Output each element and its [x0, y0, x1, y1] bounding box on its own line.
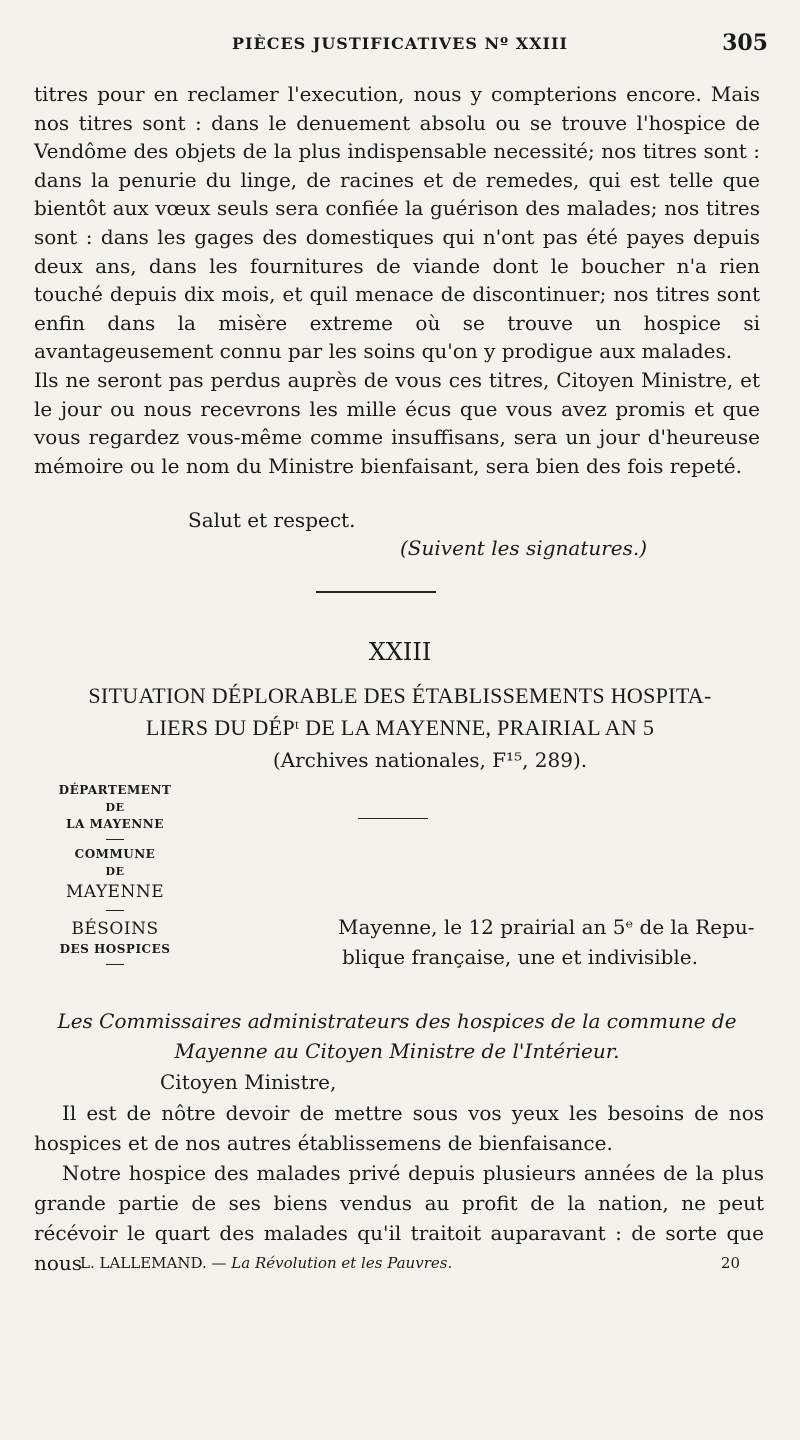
- margin-dash: [106, 910, 124, 911]
- archive-source: (Archives nationales, F¹⁵, 289).: [272, 748, 588, 772]
- footer-book-title: La Révolution et les Pauvres.: [231, 1254, 453, 1272]
- margin-line: BÉSOINS: [71, 919, 159, 939]
- document-title: [10, 680, 790, 744]
- letterhead-margin: [40, 782, 190, 971]
- signature-mark: 20: [720, 1254, 740, 1272]
- body-paragraph: Ils ne seront pas perdus auprès de vous ces titres, Citoyen Ministre, et le jour ou nous recevrons les mille écus que vous avez promis et que vous regardez vous-même comme insuffisans, sera un jour d'heureuse mémoire ou le nom du Ministre bienfaisant, sera bien des fois repeté.: [34, 367, 760, 478]
- addressee-line: Les Commissaires administrateurs des hospices de la commune de: [57, 1009, 737, 1033]
- margin-line: DÉPARTEMENT: [58, 783, 172, 797]
- letter-date: [338, 912, 766, 972]
- date-line: Mayenne, le 12 prairial an 5ᵉ de la Repu-: [338, 915, 755, 939]
- addressee-line: Mayenne au Citoyen Ministre de l'Intérieur.: [174, 1039, 620, 1063]
- section-divider: [316, 591, 436, 593]
- letter-body: [34, 1098, 764, 1278]
- document-number: XXIII: [368, 638, 432, 666]
- document-title-line: LIERS DU DÉPᵗ DE LA MAYENNE, PRAIRIAL AN 5: [145, 715, 655, 740]
- signatures-note: (Suivent les signatures.): [400, 536, 648, 560]
- closing-formula: Salut et respect.: [188, 508, 356, 532]
- page-footer: [80, 1254, 740, 1278]
- letter-addressee: [34, 1006, 760, 1066]
- margin-line: LA MAYENNE: [66, 817, 164, 831]
- letter-paragraph: Il est de nôtre devoir de mettre sous vos yeux les besoins de nos hospices et de nos autres établissemens de bienfaisance.: [34, 1101, 764, 1155]
- date-line: blique française, une et indivisible.: [342, 945, 698, 969]
- letter-paragraph: Notre hospice des malades privé depuis plusieurs années de la plus grande partie de ses biens vendus au profit de la nation, ne peut récévoir le quart des malades qu'il traitoit auparavant : de sorte que nous: [34, 1161, 764, 1275]
- margin-line: COMMUNE: [74, 847, 156, 861]
- margin-dash: [106, 839, 124, 840]
- running-head: [0, 30, 800, 60]
- letter-salutation: Citoyen Ministre,: [160, 1070, 337, 1094]
- header-divider: [358, 818, 428, 819]
- document-title-line: SITUATION DÉPLORABLE DES ÉTABLISSEMENTS HOSPITA-: [88, 683, 712, 708]
- continued-letter-text: [34, 80, 760, 480]
- margin-line: DE: [105, 865, 125, 878]
- footer-author: L. LALLEMAND. —: [80, 1254, 227, 1272]
- footer-citation: [80, 1254, 452, 1272]
- margin-line: DES HOSPICES: [59, 942, 171, 956]
- margin-dash: [106, 964, 124, 965]
- page-number: 305: [722, 30, 768, 56]
- margin-line: DE: [105, 801, 125, 814]
- margin-line: MAYENNE: [65, 882, 165, 902]
- running-title: PIÈCES JUSTIFICATIVES Nº XXIII: [232, 34, 568, 53]
- body-paragraph: titres pour en reclamer l'execution, nous y compterions encore. Mais nos titres sont : dans le denuement absolu ou se trouve l'hospice de Vendôme des objets de la plus indispensable necessité; nos titres sont : dans la penurie du linge, de racines et de remedes, qui est telle que bientôt aux vœux seuls sera confiée la guérison des malades; nos titres sont : dans les gages des domestiques qui n'ont pas été payes depuis deux ans, dans les fournitures de viande dont le boucher n'a rien touché depuis dix mois, et quil menace de discontinuer; nos titres sont enfin dans la misère extreme où se trouve un hospice si avantageusement connu par les soins qu'on y prodigue aux malades.: [34, 82, 760, 364]
